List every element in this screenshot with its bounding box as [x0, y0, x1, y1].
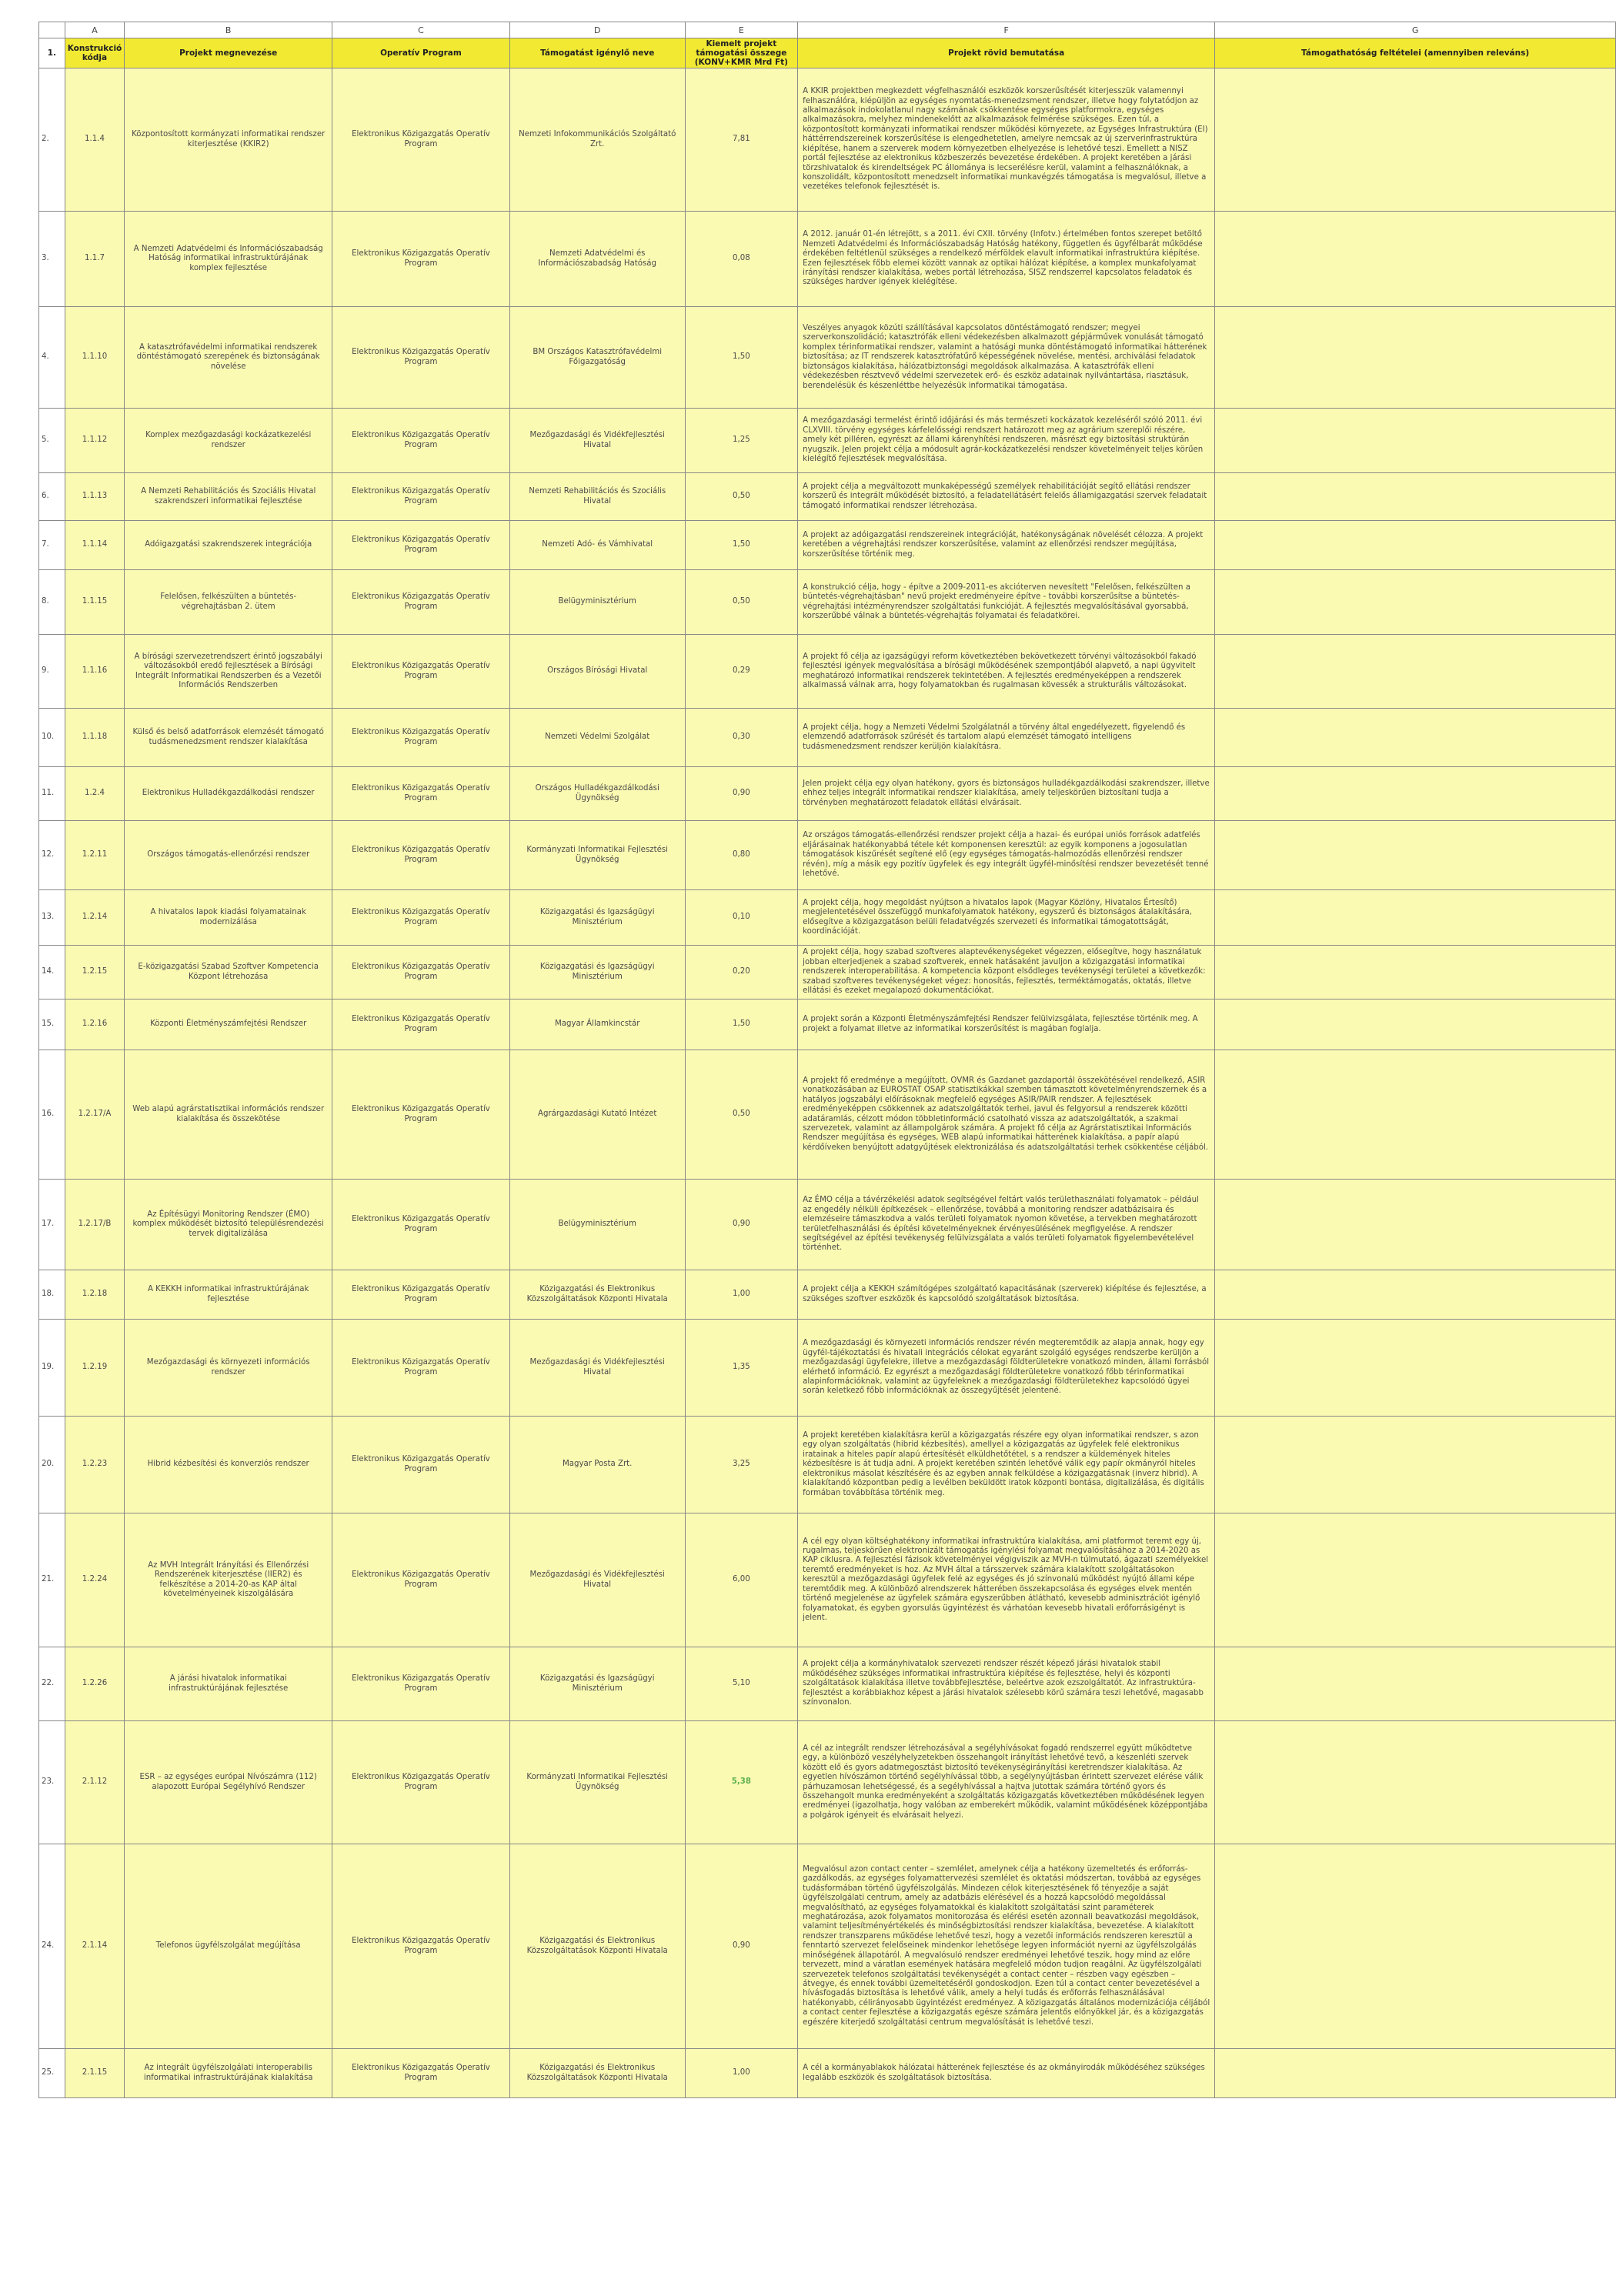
- conditions-cell[interactable]: [1215, 1417, 1616, 1513]
- code-cell[interactable]: 1.1.14: [65, 521, 125, 570]
- project-name-cell[interactable]: Az Építésügyi Monitoring Rendszer (ÉMO) komplex működését biztosító településrendezési tervek digitalizálása: [125, 1180, 332, 1270]
- amount-cell[interactable]: 0,90: [685, 1180, 798, 1270]
- table-row: [39, 709, 1616, 767]
- applicant-cell[interactable]: Mezőgazdasági és Vidékfejlesztési Hivatal: [509, 409, 685, 473]
- code-cell[interactable]: 1.1.13: [65, 473, 125, 521]
- table-row: [39, 521, 1616, 570]
- project-name-cell[interactable]: A bírósági szervezetrendszert érintő jogszabályi változásokból eredő fejlesztések a Bírósági Integrált Informatikai Rendszerben és a Vezetői Információs Rendszerben: [125, 635, 332, 709]
- code-cell[interactable]: 1.1.16: [65, 635, 125, 709]
- program-cell[interactable]: Elektronikus Közigazgatás Operatív Program: [332, 68, 510, 212]
- table-row: [39, 212, 1616, 307]
- program-cell[interactable]: Elektronikus Közigazgatás Operatív Program: [332, 1721, 510, 1844]
- column-header-f[interactable]: F: [798, 22, 1215, 38]
- conditions-cell[interactable]: [1215, 1270, 1616, 1320]
- row-number[interactable]: 7.: [39, 521, 65, 570]
- code-cell[interactable]: 1.1.10: [65, 307, 125, 409]
- header-operative-program[interactable]: Operatív Program: [332, 38, 510, 68]
- row-number[interactable]: 2.: [39, 68, 65, 212]
- applicant-cell[interactable]: Nemzeti Rehabilitációs és Szociális Hivatal: [509, 473, 685, 521]
- code-cell[interactable]: 1.2.23: [65, 1417, 125, 1513]
- applicant-cell[interactable]: Agrárgazdasági Kutató Intézet: [509, 1050, 685, 1180]
- row-number[interactable]: 23.: [39, 1721, 65, 1844]
- program-cell[interactable]: Elektronikus Közigazgatás Operatív Program: [332, 1844, 510, 2049]
- table-row: [39, 409, 1616, 473]
- program-cell[interactable]: Elektronikus Közigazgatás Operatív Program: [332, 521, 510, 570]
- project-name-cell[interactable]: A Nemzeti Rehabilitációs és Szociális Hivatal szakrendszeri informatikai fejlesztése: [125, 473, 332, 521]
- row-number[interactable]: 4.: [39, 307, 65, 409]
- amount-cell[interactable]: 0,29: [685, 635, 798, 709]
- description-cell[interactable]: A cél a kormányablakok hálózatai hátterének fejlesztése és az okmányirodák működéséhez szükséges legalább eszközök és szolgáltatások biztosítása.: [798, 2049, 1215, 2098]
- row-number[interactable]: 13.: [39, 890, 65, 946]
- program-cell[interactable]: Elektronikus Közigazgatás Operatív Program: [332, 946, 510, 999]
- amount-cell[interactable]: 0,90: [685, 767, 798, 821]
- amount-cell[interactable]: 7,81: [685, 68, 798, 212]
- row-number[interactable]: 8.: [39, 570, 65, 635]
- applicant-cell[interactable]: Belügyminisztérium: [509, 570, 685, 635]
- header-conditions[interactable]: Támogathatóság feltételei (amennyiben releváns): [1215, 38, 1616, 68]
- applicant-cell[interactable]: Mezőgazdasági és Vidékfejlesztési Hivatal: [509, 1513, 685, 1647]
- description-cell[interactable]: A projekt célja a KEKKH számítógépes szolgáltató kapacitásának (szerverek) kiépítése és fejlesztése, a szükséges szoftver eszközök és kapcsolódó szolgáltatások biztosítása.: [798, 1270, 1215, 1320]
- table-row: [39, 1844, 1616, 2049]
- column-header-b[interactable]: B: [125, 22, 332, 38]
- code-cell[interactable]: 1.1.18: [65, 709, 125, 767]
- conditions-cell[interactable]: [1215, 635, 1616, 709]
- applicant-cell[interactable]: Magyar Államkincstár: [509, 999, 685, 1050]
- code-cell[interactable]: 1.2.18: [65, 1270, 125, 1320]
- description-cell[interactable]: Megvalósul azon contact center – szemlélet, amelynek célja a hatékony üzemeltetés és erőforrás-gazdálkodás, az egységes folyamattervezési szemlélet és oktatási módszertan, továbbá az egységes tudásformában történő ügyfélszolgálás. Mindezen célok kiterjesztésének fő tényezője a saját ügyfélszolgálati centrum, amely az adatbázis elérésével és a hozzá kapcsolódó megoldással megvalósítható, az egységes folyamatokkal és kialakított szolgáltatási szint paraméterek meghatározása, azok folyamatos monitorozása és elérési esetén azonnali beavatkozási megoldások, valamint teljesítményértékelés és minőségbiztosítási rendszer kialakítása, bevezetése. A kialakított rendszer transzparens működése lehetővé teszi, hogy a vezetői információs rendszeren keresztül a fenntartó szervezet felelőseinek mindenkor lehetősége legyen információt nyerni az ügyfélszolgálás minőségének állapotáról. A megvalósuló rendszer eredményei lehetővé teszik, hogy mind az előre tervezett, mind a váratlan események hatására megfelelő módon tudjon reagálni. Az ügyfélszolgálati szervezetek telefonos szolgáltatási tevékenységét a contact center – részben vagy egészben – átvegye, és ennek további üzemeltetéséről gondoskodjon. Ezen túl a contact center bevezetésével a hívásfogadás biztosítása is lehetővé válik, amely a helyi tudás és erőforrás felhasználásával hatékonyabb, célirányosabb ügyintézést eredményez. A közigazgatás általános modernizációja céljából a contact center fejlesztése a közigazgatás egésze számára jelentős előnyökkel jár, és a közigazgatás egészére kiterjedő szolgáltatási centrum megvalósítását is lehetővé teszi.: [798, 1844, 1215, 2049]
- description-cell[interactable]: A 2012. január 01-én létrejött, s a 2011. évi CXII. törvény (Infotv.) értelmében fontos szerepet betöltő Nemzeti Adatvédelmi és Információszabadság Hatóság hatékony, független és ügyfélbarát működése érdekében feltétlenül szükséges a rendelkező mérföldek elavult informatikai infrastruktúra kiépítése. Ezen fejlesztések főbb elemei között vannak az optikai hálózat kiépítése, a komplex munkafolyamat irányítási rendszer kialakítása, webes portál létrehozása, SISZ rendszerrel kapcsolatos feladatok és szükséges hardver igények kielégítése.: [798, 212, 1215, 307]
- applicant-cell[interactable]: Magyar Posta Zrt.: [509, 1417, 685, 1513]
- program-cell[interactable]: Elektronikus Közigazgatás Operatív Program: [332, 1417, 510, 1513]
- code-cell[interactable]: 1.2.24: [65, 1513, 125, 1647]
- row-number[interactable]: 14.: [39, 946, 65, 999]
- description-cell[interactable]: Az országos támogatás-ellenőrzési rendszer projekt célja a hazai- és európai uniós források adatfelés eljárásainak hatékonyabbá tétele két komponensen keresztül: az egyik komponens a jogosulatlan támogatások kiszűrését segítené elő (egy egységes támogatás-halmozódás ellenőrzési rendszer révén), míg a másik egy pozitív ügyfelek és egy integrált ügyfél-minősítési rendszer bevezetését tenné lehetővé.: [798, 821, 1215, 890]
- row-number[interactable]: 15.: [39, 999, 65, 1050]
- header-description[interactable]: Projekt rövid bemutatása: [798, 38, 1215, 68]
- code-cell[interactable]: 1.2.17/A: [65, 1050, 125, 1180]
- project-name-cell[interactable]: A járási hivatalok informatikai infrastruktúrájának fejlesztése: [125, 1647, 332, 1721]
- row-number[interactable]: 11.: [39, 767, 65, 821]
- project-name-cell[interactable]: ESR – az egységes európai Nívószámra (112) alapozott Európai Segélyhívó Rendszer: [125, 1721, 332, 1844]
- program-cell[interactable]: Elektronikus Közigazgatás Operatív Program: [332, 890, 510, 946]
- project-name-cell[interactable]: Elektronikus Hulladékgazdálkodási rendszer: [125, 767, 332, 821]
- applicant-cell[interactable]: Kormányzati Informatikai Fejlesztési Ügynökség: [509, 821, 685, 890]
- table-row: [39, 767, 1616, 821]
- conditions-cell[interactable]: [1215, 473, 1616, 521]
- project-name-cell[interactable]: Web alapú agrárstatisztikai információs rendszer kialakítása és összekötése: [125, 1050, 332, 1180]
- code-cell[interactable]: 2.1.15: [65, 2049, 125, 2098]
- table-row: [39, 946, 1616, 999]
- conditions-cell[interactable]: [1215, 999, 1616, 1050]
- row-number[interactable]: 21.: [39, 1513, 65, 1647]
- description-cell[interactable]: A cél egy olyan költséghatékony informatikai infrastruktúra kialakítása, ami platformot teremt egy új, rugalmas, teljeskörűen elektronizált támogatás igénylési folyamat megvalósításához a 2014-2020 as KAP ciklusra. A fejlesztési fázisok követelményei végigviszik az MVH-n túlmutató, ágazati személyekkel teremtő eredményeket is hoz. Az MVH által a társszervek számára kialakított szolgáltatásokon keresztül a mezőgazdasági ügyfelek felé az egységes és jó színvonalú működést nyújtó állami képe teremtődik meg. A különböző alrendszerek hátterében összekapcsolása és egységes elvek mentén történő megjelenése az ügyfelek számára egyszerűbben átlátható, kevesebb adminisztrációt igénylő folyamatokat, és egyben gyorsulás ügyintézést és várhatóan kevesebb hivatali erőforrásigényt is jelent.: [798, 1513, 1215, 1647]
- conditions-cell[interactable]: [1215, 1721, 1616, 1844]
- code-cell[interactable]: 2.1.12: [65, 1721, 125, 1844]
- description-cell[interactable]: A projekt célja a megváltozott munkaképességű személyek rehabilitációját segítő ellátási rendszer korszerű és integrált működését biztosító, a feladatellátásért felelős államigazgatási szervek feladatait támogató informatikai rendszer létrehozása.: [798, 473, 1215, 521]
- conditions-cell[interactable]: [1215, 521, 1616, 570]
- column-header-e[interactable]: E: [685, 22, 798, 38]
- amount-cell[interactable]: 1,35: [685, 1320, 798, 1417]
- table-row: [39, 1513, 1616, 1647]
- code-cell[interactable]: 1.2.19: [65, 1320, 125, 1417]
- code-cell[interactable]: 1.2.14: [65, 890, 125, 946]
- row-number[interactable]: 20.: [39, 1417, 65, 1513]
- description-cell[interactable]: A konstrukció célja, hogy - építve a 2009-2011-es akcióterven nevesített "Felelősen, felkészülten a büntetés-végrehajtásban" nevű projekt eredményeire építve - további korszerűsítse a büntetés-végrehajtási intézményrendszer szolgáltatási funkcióját. A fejlesztés megvalósításával gyorsabbá, korszerűbbé válnak a büntetés-végrehajtás folyamatai és feladatkörei.: [798, 570, 1215, 635]
- conditions-cell[interactable]: [1215, 821, 1616, 890]
- conditions-cell[interactable]: [1215, 767, 1616, 821]
- row-number[interactable]: 16.: [39, 1050, 65, 1180]
- column-header-g[interactable]: G: [1215, 22, 1616, 38]
- conditions-cell[interactable]: [1215, 946, 1616, 999]
- conditions-cell[interactable]: [1215, 307, 1616, 409]
- applicant-cell[interactable]: Nemzeti Védelmi Szolgálat: [509, 709, 685, 767]
- project-name-cell[interactable]: Mezőgazdasági és környezeti információs rendszer: [125, 1320, 332, 1417]
- table-row: [39, 307, 1616, 409]
- row-number[interactable]: 9.: [39, 635, 65, 709]
- program-cell[interactable]: Elektronikus Közigazgatás Operatív Program: [332, 709, 510, 767]
- conditions-cell[interactable]: [1215, 709, 1616, 767]
- amount-cell[interactable]: 0,80: [685, 821, 798, 890]
- header-code[interactable]: Konstrukció kódja: [65, 38, 125, 68]
- applicant-cell[interactable]: Közigazgatási és Igazságügyi Minisztérium: [509, 946, 685, 999]
- description-cell[interactable]: A projekt során a Központi Életményszámfejtési Rendszer felülvizsgálata, fejlesztése történik meg. A projekt a folyamat illetve az informatikai korszerűsítést is magában foglalja.: [798, 999, 1215, 1050]
- row-number[interactable]: 25.: [39, 2049, 65, 2098]
- project-name-cell[interactable]: Felelősen, felkészülten a büntetés-végrehajtásban 2. ütem: [125, 570, 332, 635]
- project-name-cell[interactable]: Hibrid kézbesítési és konverziós rendszer: [125, 1417, 332, 1513]
- amount-cell[interactable]: 0,08: [685, 212, 798, 307]
- table-header-row: [39, 38, 1616, 68]
- program-cell[interactable]: Elektronikus Közigazgatás Operatív Program: [332, 409, 510, 473]
- applicant-cell[interactable]: Belügyminisztérium: [509, 1180, 685, 1270]
- conditions-cell[interactable]: [1215, 2049, 1616, 2098]
- column-header-d[interactable]: D: [509, 22, 685, 38]
- row-number[interactable]: 6.: [39, 473, 65, 521]
- project-name-cell[interactable]: Telefonos ügyfélszolgálat megújítása: [125, 1844, 332, 2049]
- project-name-cell[interactable]: A KEKKH informatikai infrastruktúrájának fejlesztése: [125, 1270, 332, 1320]
- conditions-cell[interactable]: [1215, 1320, 1616, 1417]
- table-row: [39, 1417, 1616, 1513]
- description-cell[interactable]: A projekt célja, hogy a Nemzeti Védelmi Szolgálatnál a törvény által engedélyezett, figyelendő és elemzendő adatforrások szűrését és tartalom alapú elemzését támogató intelligens tudásmenedzsment rendszer kerüljön kialakításra.: [798, 709, 1215, 767]
- conditions-cell[interactable]: [1215, 570, 1616, 635]
- amount-cell[interactable]: 1,50: [685, 307, 798, 409]
- row-number[interactable]: 24.: [39, 1844, 65, 2049]
- description-cell[interactable]: A KKIR projektben megkezdett végfelhasználói eszközök korszerűsítését kiterjesszük valamennyi felhasználóra, kiépüljön az egységes nyomtatás-menedzsment rendszer, illetve hogy folytatódjon az alkalmazások indokolatlanul nagy számának csökkentése egységes platformokra, egységes alkalmazásokra, melyhez mindenekelőtt az alkalmazások felmérése szükséges. Ezen túl, a központosított kormányzati informatikai rendszer működési környezete, az Egységes Infrastruktúra (EI) háttérrendszereinek korszerűsítése is elengedhetetlen, amelyre nemcsak az új szerverinfrastruktúra kiépítése, hanem a szerverek modern környezetben elhelyezése is lehetővé teszi. Emellett a NISZ portál fejlesztése az elektronikus közbeszerzés bevezetése érdekében. A projekt keretében a járási törzshivatalok és kirendeltségek PC állománya is lecserélésre kerül, valamint a felhasználóknak, a konszolidált, központosított menedzselt informatikai munkavégzés támogatása is megvalósul, illetve a vezetékes telefonok fejlesztését is.: [798, 68, 1215, 212]
- table-row: [39, 1320, 1616, 1417]
- description-cell[interactable]: A projekt célja, hogy megoldást nyújtson a hivatalos lapok (Magyar Közlöny, Hivatalos Értesítő) megjelentetésével összefüggő munkafolyamatok hatékony, egyszerű és biztonságos átalakítására, elősegítve a közigazgatáson belüli feladatvégzés szervezeti és informatikai támogatottságát, koordinációját.: [798, 890, 1215, 946]
- table-row: [39, 570, 1616, 635]
- project-name-cell[interactable]: A Nemzeti Adatvédelmi és Információszabadság Hatóság informatikai infrastruktúrájának komplex fejlesztése: [125, 212, 332, 307]
- program-cell[interactable]: Elektronikus Közigazgatás Operatív Program: [332, 307, 510, 409]
- description-cell[interactable]: A mezőgazdasági és környezeti információs rendszer révén megteremtődik az alapja annak, hogy egy ügyfél-tájékoztatási és hivatali integrációs célokat egyaránt szolgáló egységes rendszerbe kerüljön a mezőgazdasági ügyfelekre, illetve a mezőgazdasági földterületekre vonatkozó minden, állami forrásból elérhető információ. Ez egyrészt a mezőgazdasági földterületekre vonatkozó főbb térinformatikai alapinformációknak, valamint az ügyfeleknek a mezőgazdasági földterületekhez kapcsolódó ügyei során keletkező főbb információknak az összegyűjtését jelentené.: [798, 1320, 1215, 1417]
- amount-cell[interactable]: 6,00: [685, 1513, 798, 1647]
- description-cell[interactable]: A projekt célja a kormányhivatalok szervezeti rendszer részét képező járási hivatalok stabil működéséhez szükséges informatikai infrastruktúra kiépítése és fejlesztése, helyi és központi szolgáltatások kialakítása illetve továbbfejlesztése, beleértve azok ezszolgáltatót. Az infrastruktúra-fejlesztést a korábbiakhoz képest a járási hivatalok szélesebb körű számára teszi lehetővé, magasabb színvonalon.: [798, 1647, 1215, 1721]
- description-cell[interactable]: Veszélyes anyagok közúti szállításával kapcsolatos döntéstámogató rendszer; megyei szerverkonszolidáció; katasztrófák elleni védekezésben alkalmazott gépjárművek vonulását támogató komplex térinformatikai rendszer, valamint a hatósági munka döntéstámogató informatikai hátterének biztosítása; az IT rendszerek katasztrófatűrő képességének növelése, mentési, archiválási feladatok biztonságos kialakítása, hálózatbiztonsági megoldások alkalmazása. A katasztrófák elleni védekezésben résztvevő védelmi szervezetek erő- és eszköz adatainak nyilvántartása, riasztásuk, berendelésük és készenléttbe helyezésük informatikai támogatása.: [798, 307, 1215, 409]
- amount-cell[interactable]: 5,38: [685, 1721, 798, 1844]
- amount-cell[interactable]: 0,20: [685, 946, 798, 999]
- amount-cell[interactable]: 0,10: [685, 890, 798, 946]
- column-header-a[interactable]: A: [65, 22, 125, 38]
- table-row: [39, 1050, 1616, 1180]
- amount-cell[interactable]: 1,50: [685, 521, 798, 570]
- row-number[interactable]: 22.: [39, 1647, 65, 1721]
- amount-cell[interactable]: 0,50: [685, 473, 798, 521]
- program-cell[interactable]: Elektronikus Közigazgatás Operatív Program: [332, 999, 510, 1050]
- table-row: [39, 1180, 1616, 1270]
- applicant-cell[interactable]: Nemzeti Adó- és Vámhivatal: [509, 521, 685, 570]
- header-applicant[interactable]: Támogatást igénylő neve: [509, 38, 685, 68]
- code-cell[interactable]: 1.1.15: [65, 570, 125, 635]
- table-row: [39, 1270, 1616, 1320]
- program-cell[interactable]: Elektronikus Közigazgatás Operatív Program: [332, 2049, 510, 2098]
- applicant-cell[interactable]: Országos Hulladékgazdálkodási Ügynökség: [509, 767, 685, 821]
- column-header-c[interactable]: C: [332, 22, 510, 38]
- applicant-cell[interactable]: Nemzeti Adatvédelmi és Információszabadság Hatóság: [509, 212, 685, 307]
- description-cell[interactable]: A projekt az adóigazgatási rendszereinek integrációját, hatékonyságának növelését célozza. A projekt keretében a végrehajtási rendszer korszerűsítése, valamint az ellenőrzési rendszer megújítása, korszerűsítése történik meg.: [798, 521, 1215, 570]
- description-cell[interactable]: Az ÉMO célja a távérzékelési adatok segítségével feltárt valós területhasználati folyamatok – például az engedély nélküli építkezések – ellenőrzése, továbbá a monitoring rendszer adatbázisaira és elemzéseire támaszkodva a valós területi folyamatok nyomon követése, a tervekben meghatározott területfelhasználási és építési követelményeknek érvényesülésének megfigyelése. A rendszer segítségével az építési tevékenység felülvizsgálata a valós területi folyamatok figyelembevételével történhet.: [798, 1180, 1215, 1270]
- code-cell[interactable]: 1.2.26: [65, 1647, 125, 1721]
- applicant-cell[interactable]: Kormányzati Informatikai Fejlesztési Ügynökség: [509, 1721, 685, 1844]
- project-name-cell[interactable]: Az MVH Integrált Irányítási és Ellenőrzési Rendszerének kiterjesztése (IIER2) és felkészítése a 2014-20-as KAP által követelményeinek kiszolgálására: [125, 1513, 332, 1647]
- project-name-cell[interactable]: Központosított kormányzati informatikai rendszer kiterjesztése (KKIR2): [125, 68, 332, 212]
- code-cell[interactable]: 1.2.11: [65, 821, 125, 890]
- program-cell[interactable]: Elektronikus Közigazgatás Operatív Program: [332, 473, 510, 521]
- conditions-cell[interactable]: [1215, 409, 1616, 473]
- program-cell[interactable]: Elektronikus Közigazgatás Operatív Program: [332, 767, 510, 821]
- row-number[interactable]: 1.: [39, 38, 65, 68]
- project-name-cell[interactable]: Országos támogatás-ellenőrzési rendszer: [125, 821, 332, 890]
- code-cell[interactable]: 1.2.17/B: [65, 1180, 125, 1270]
- table-row: [39, 999, 1616, 1050]
- conditions-cell[interactable]: [1215, 1513, 1616, 1647]
- amount-cell[interactable]: 0,90: [685, 1844, 798, 2049]
- amount-cell[interactable]: 0,50: [685, 570, 798, 635]
- conditions-cell[interactable]: [1215, 68, 1616, 212]
- row-number[interactable]: 10.: [39, 709, 65, 767]
- corner-cell[interactable]: [39, 22, 65, 38]
- project-name-cell[interactable]: Komplex mezőgazdasági kockázatkezelési rendszer: [125, 409, 332, 473]
- row-number[interactable]: 5.: [39, 409, 65, 473]
- table-row: [39, 68, 1616, 212]
- project-name-cell[interactable]: Adóigazgatási szakrendszerek integrációja: [125, 521, 332, 570]
- amount-cell[interactable]: 1,25: [685, 409, 798, 473]
- amount-cell[interactable]: 0,30: [685, 709, 798, 767]
- amount-cell[interactable]: 0,50: [685, 1050, 798, 1180]
- applicant-cell[interactable]: Közigazgatási és Igazságügyi Minisztérium: [509, 890, 685, 946]
- applicant-cell[interactable]: Nemzeti Infokommunikációs Szolgáltató Zrt.: [509, 68, 685, 212]
- program-cell[interactable]: Elektronikus Közigazgatás Operatív Program: [332, 1180, 510, 1270]
- project-name-cell[interactable]: A hivatalos lapok kiadási folyamatainak modernizálása: [125, 890, 332, 946]
- description-cell[interactable]: A projekt keretében kialakításra kerül a közigazgatás részére egy olyan informatikai rendszer, s azon egy olyan szolgáltatás (hibrid kézbesítés), amellyel a közigazgatás az ügyfelek felé elektronikus iratainak a hiteles papír alapú értesítését elküldhetőtétel, s a rendszer a küldemények hiteles kézbesítésre is át tudja adni. A projekt keretében szintén lehetővé válik egy papír okmányról hiteles elektronikus másolat készítésére és az egyben annak felküldése a közigazgatásnak (inverz hibrid). A kialakítandó központban pedig a levélben beküldött iratok központi bontása, digitalizálása, és digitális formában továbbítása történik meg.: [798, 1417, 1215, 1513]
- conditions-cell[interactable]: [1215, 890, 1616, 946]
- conditions-cell[interactable]: [1215, 1180, 1616, 1270]
- program-cell[interactable]: Elektronikus Közigazgatás Operatív Program: [332, 570, 510, 635]
- row-number[interactable]: 19.: [39, 1320, 65, 1417]
- row-number[interactable]: 17.: [39, 1180, 65, 1270]
- code-cell[interactable]: 1.2.15: [65, 946, 125, 999]
- amount-cell[interactable]: 1,00: [685, 2049, 798, 2098]
- table-row: [39, 1721, 1616, 1844]
- amount-cell[interactable]: 1,50: [685, 999, 798, 1050]
- amount-cell[interactable]: 1,00: [685, 1270, 798, 1320]
- program-cell[interactable]: Elektronikus Közigazgatás Operatív Program: [332, 1050, 510, 1180]
- description-cell[interactable]: A projekt fő eredménye a megújított, OVMR és Gazdanet gazdaportál összekötésével rendelkező, ASIR vonatkozásában az EUROSTAT OSAP statisztikákkal szemben támasztott követelményrendszernek és a hatályos jogszabályi előírásoknak megfelelő egységes ASIR/PAIR rendszer. A fejlesztések eredményeképpen csökkennek az adatszolgáltatók terhei, javul és felgyorsul a rendszerek közötti adatáramlás, célzott módon többletinformáció csatolható vissza az adatszolgáltatók, a szakmai szervezetek, valamint az állampolgárok számára. A projekt fő célja az Agrárstatisztikai Információs Rendszer megújítása és egységes, WEB alapú informatikai hátterének kialakítása, a papír alapú kérdőíveken benyújtott adatgyűjtések elektronizálása és adatszolgáltatási terhek csökkentése céljából.: [798, 1050, 1215, 1180]
- description-cell[interactable]: A projekt célja, hogy szabad szoftveres alaptevékenységeket végezzen, elősegítve, hogy használatuk jobban elterjedjenek a szabad szoftverek, ennek hatásaként javuljon a közigazgatási informatikai rendszerek interoperabilitása. A kompetencia központ elsődleges tevékenységi területei a következők: szabad szoftveres tevékenységeket végez: honosítás, fejlesztés, terméktámogatás, oktatás, illetve ellátási és ezeket megalapozó dokumentációkat.: [798, 946, 1215, 999]
- table-row: [39, 473, 1616, 521]
- program-cell[interactable]: Elektronikus Közigazgatás Operatív Program: [332, 1647, 510, 1721]
- description-cell[interactable]: A mezőgazdasági termelést érintő időjárási és más természeti kockázatok kezeléséről szóló 2011. évi CLXVIII. törvény egységes kárfelelősségi rendszert határozott meg az agrárium szereplői részére, amely két pilléren, egyrészt az állami kárenyhítési rendszeren, másrészt egy biztosítási struktúrán nyugszik. Jelen projekt célja a módosult agrár-kockázatkezelési rendszer követelményeit teljes körűen kielégítő fejlesztések megvalósítása.: [798, 409, 1215, 473]
- program-cell[interactable]: Elektronikus Közigazgatás Operatív Program: [332, 1270, 510, 1320]
- applicant-cell[interactable]: Országos Bírósági Hivatal: [509, 635, 685, 709]
- project-name-cell[interactable]: E-közigazgatási Szabad Szoftver Kompetencia Központ létrehozása: [125, 946, 332, 999]
- code-cell[interactable]: 2.1.14: [65, 1844, 125, 2049]
- applicant-cell[interactable]: Mezőgazdasági és Vidékfejlesztési Hivatal: [509, 1320, 685, 1417]
- amount-cell[interactable]: 5,10: [685, 1647, 798, 1721]
- conditions-cell[interactable]: [1215, 212, 1616, 307]
- description-cell[interactable]: Jelen projekt célja egy olyan hatékony, gyors és biztonságos hulladékgazdálkodási szakrendszer, illetve ehhez teljes integrált informatikai rendszer kialakítása, amely teljeskörűen biztosítani tudja a törvényben meghatározott feladatok ellátási elvárásait.: [798, 767, 1215, 821]
- description-cell[interactable]: A projekt fő célja az igazságügyi reform következtében bekövetkezett törvényi változásokból fakadó fejlesztési igények megvalósítása a bírósági működésének szempontjából alapvető, a napi ügyvitelt meghatározó informatikai rendszerek tekintetében. A fejlesztés eredményeképpen a rendszerek alkalmassá válnak arra, hogy folyamatokban és rugalmasan kövessék a strukturális változásokat.: [798, 635, 1215, 709]
- conditions-cell[interactable]: [1215, 1050, 1616, 1180]
- conditions-cell[interactable]: [1215, 1647, 1616, 1721]
- applicant-cell[interactable]: Közigazgatási és Elektronikus Közszolgáltatások Központi Hivatala: [509, 2049, 685, 2098]
- header-project-name[interactable]: Projekt megnevezése: [125, 38, 332, 68]
- code-cell[interactable]: 1.1.7: [65, 212, 125, 307]
- row-number[interactable]: 18.: [39, 1270, 65, 1320]
- table-row: [39, 821, 1616, 890]
- applicant-cell[interactable]: Közigazgatási és Elektronikus Közszolgáltatások Központi Hivatala: [509, 1270, 685, 1320]
- table-row: [39, 890, 1616, 946]
- header-amount[interactable]: Kiemelt projekt támogatási összege (KONV+KMR Mrd Ft): [685, 38, 798, 68]
- program-cell[interactable]: Elektronikus Közigazgatás Operatív Program: [332, 821, 510, 890]
- program-cell[interactable]: Elektronikus Közigazgatás Operatív Program: [332, 635, 510, 709]
- row-number[interactable]: 3.: [39, 212, 65, 307]
- program-cell[interactable]: Elektronikus Közigazgatás Operatív Program: [332, 1320, 510, 1417]
- program-cell[interactable]: Elektronikus Közigazgatás Operatív Program: [332, 212, 510, 307]
- code-cell[interactable]: 1.2.16: [65, 999, 125, 1050]
- table-row: [39, 1647, 1616, 1721]
- description-cell[interactable]: A cél az integrált rendszer létrehozásával a segélyhívásokat fogadó rendszerrel együtt működtetve egy, a különböző veszélyhelyzetekben összehangolt irányítást lehetővé tevő, a készenléti szervek között elő és gyors adatmegosztást biztosító tevékenységirányítási keretrendszer kialakítása. Az egyetlen hívószámon történő segélyhívással több, a segélynyújtásban érintett szervezet elérése válik párhuzamosan lehetségessé, és a segélyhívással a hajtva jutottak számára történő gyors és összehangolt munka eredményeként a szolgáltatás közigazgatás következtében működésének legyen eredményei (igazolhatja, hogy valóban az emberekért működik, valamint működésének középpontjába a polgárok igényeit és elvárásait helyezi.: [798, 1721, 1215, 1844]
- applicant-cell[interactable]: Közigazgatási és Igazságügyi Minisztérium: [509, 1647, 685, 1721]
- project-name-cell[interactable]: Külső és belső adatforrások elemzését támogató tudásmenedzsment rendszer kialakítása: [125, 709, 332, 767]
- code-cell[interactable]: 1.1.4: [65, 68, 125, 212]
- spreadsheet-table: [38, 22, 1616, 2098]
- amount-cell[interactable]: 3,25: [685, 1417, 798, 1513]
- code-cell[interactable]: 1.1.12: [65, 409, 125, 473]
- applicant-cell[interactable]: Közigazgatási és Elektronikus Közszolgáltatások Központi Hivatala: [509, 1844, 685, 2049]
- column-letter-row: [39, 22, 1616, 38]
- conditions-cell[interactable]: [1215, 1844, 1616, 2049]
- project-name-cell[interactable]: Az integrált ügyfélszolgálati interoperabilis informatikai infrastruktúrájának kialakítása: [125, 2049, 332, 2098]
- project-name-cell[interactable]: Központi Életményszámfejtési Rendszer: [125, 999, 332, 1050]
- table-row: [39, 2049, 1616, 2098]
- applicant-cell[interactable]: BM Országos Katasztrófavédelmi Főigazgatóság: [509, 307, 685, 409]
- project-name-cell[interactable]: A katasztrófavédelmi informatikai rendszerek döntéstámogató szerepének és biztonságának növelése: [125, 307, 332, 409]
- table-row: [39, 635, 1616, 709]
- code-cell[interactable]: 1.2.4: [65, 767, 125, 821]
- row-number[interactable]: 12.: [39, 821, 65, 890]
- program-cell[interactable]: Elektronikus Közigazgatás Operatív Program: [332, 1513, 510, 1647]
